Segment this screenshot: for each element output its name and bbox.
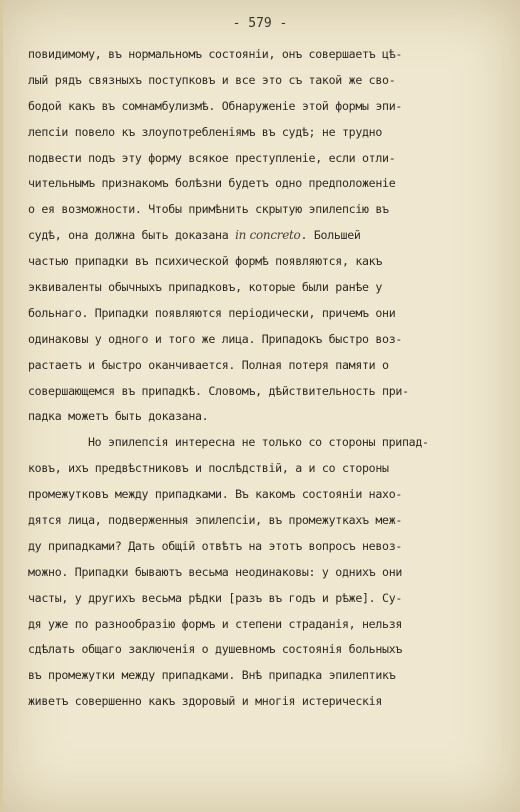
line-text: живетъ совершенно какъ здоровый и многiя истерическiя [28,694,383,709]
text-line [28,508,492,534]
line-text: Но эпилепсiя интересна не только со стороны припад- [88,435,429,450]
text-line [28,327,492,353]
text-line [28,430,492,456]
line-text: падка можетъ быть доказана. [28,409,209,424]
text-line [28,301,492,327]
line-text: дятся лица, подверженныя эпилепсiи, въ промежуткахъ меж- [28,513,403,528]
text-line [28,663,492,689]
text-line [28,171,492,197]
line-text-after: . Большей [300,228,361,243]
text-body [28,42,492,715]
text-line [28,353,492,379]
line-text: ду припадками? Дать общiй отвѣтъ на этотъ вопросъ невоз- [28,538,403,553]
text-line [28,68,492,94]
line-text: часты, у другихъ весьма рѣдки [разъ въ годъ и рѣже]. Су- [28,590,403,605]
text-line [28,197,492,223]
text-line [28,482,492,508]
text-line [28,94,492,120]
line-text: промежутковъ между припадками. Въ какомъ состоянiи нахо- [28,487,403,502]
text-line [28,379,492,405]
handwritten-insert: in concreto [235,228,301,243]
text-line [28,120,492,146]
line-text: лый рядъ связныхъ поступковъ и все это съ такой же сво- [28,72,396,87]
text-line [28,637,492,663]
page-number: - 579 - [232,16,288,31]
text-line [28,534,492,560]
text-line [28,42,492,68]
line-text: дя уже по разнообразiю формъ и степени страданiя, нельзя [28,616,403,631]
text-line [28,223,492,249]
text-line [28,586,492,612]
text-line [28,612,492,638]
line-text: эквиваленты обычныхъ припадковъ, которые были ранѣе у [28,280,383,295]
line-text: растаетъ и быстро оканчивается. Полная потеря памяти о [28,357,389,372]
line-text: ковъ, ихъ предвѣстниковъ и послѣдствiй, а и со стороны [28,461,389,476]
line-text: частью припадки въ психической формѣ появляются, какъ [28,254,383,269]
line-text: подвести подъ эту форму всякое преступленiе, если отли- [28,150,396,165]
text-line [28,275,492,301]
line-text: въ промежутки между припадками. Внѣ припадка эпилептикъ [28,668,396,683]
text-line [28,146,492,172]
text-line [28,404,492,430]
text-line [28,689,492,715]
line-text: повидимому, въ нормальномъ состоянiи, онъ совершаетъ цѣ- [28,47,403,61]
text-line [28,560,492,586]
text-line [28,249,492,275]
line-text: лепсiи повело къ злоупотребленiямъ въ судѣ; не трудно [28,124,383,139]
line-text: судѣ, она должна быть доказана [28,228,236,243]
text-line [28,456,492,482]
line-text: о ея возможности. Чтобы примѣнить скрытую эпилепсiю въ [28,202,389,217]
line-text: бодой какъ въ сомнамбулизмѣ. Обнаруженiе этой формы эпи- [28,98,403,113]
line-text: совершающемся въ припадкѣ. Словомъ, дѣйствительность при- [28,383,409,398]
line-text: сдѣлать общаго заключенiя о душевномъ состоянiя больныхъ [28,642,403,657]
line-text: чительнымъ признакомъ болѣзни будетъ одно предположенiе [28,176,396,191]
line-text: одинаковы у одного и того же лица. Припадокъ быстро воз- [28,331,403,346]
line-text: больнаго. Припадки появляются перiодически, причемъ они [28,305,396,320]
line-text: можно. Припадки бываютъ весьма неодинаковы: у однихъ они [28,564,403,579]
